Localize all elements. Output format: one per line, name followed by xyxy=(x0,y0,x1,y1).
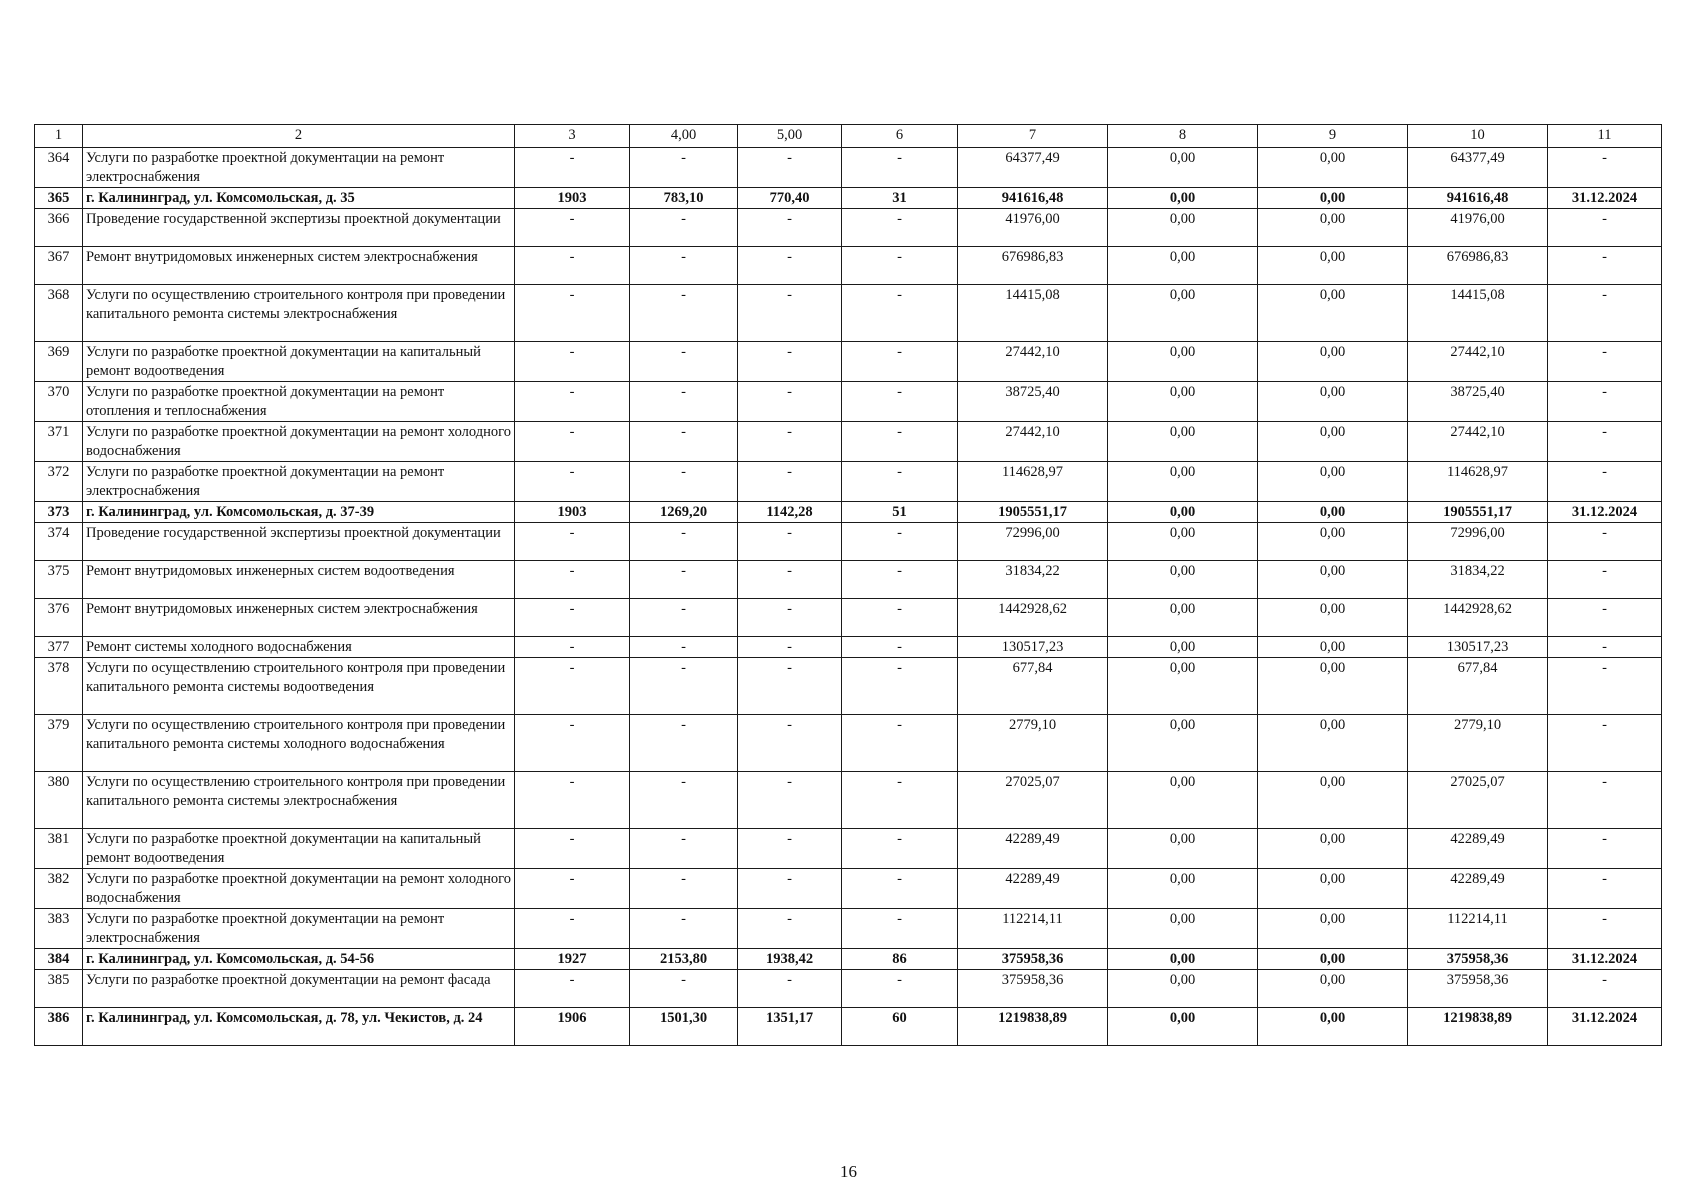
deadline-cell: - xyxy=(1548,342,1662,382)
work-name-cell: Услуги по разработке проектной документации на ремонт электроснабжения xyxy=(83,148,515,188)
work-name-cell: Ремонт системы холодного водоснабжения xyxy=(83,637,515,658)
build-year-cell: - xyxy=(515,462,630,502)
row-number-cell: 376 xyxy=(35,599,83,637)
residents-cell: - xyxy=(842,285,958,342)
total-area-cell: - xyxy=(630,869,738,909)
living-area-cell: - xyxy=(738,829,842,869)
row-number-cell: 386 xyxy=(35,1008,83,1046)
total-area-cell: - xyxy=(630,422,738,462)
work-item-row xyxy=(35,869,1662,909)
build-year-cell: - xyxy=(515,637,630,658)
total-cost-cell: 941616,48 xyxy=(958,188,1108,209)
living-area-cell: 1142,28 xyxy=(738,502,842,523)
living-area-cell: - xyxy=(738,869,842,909)
deadline-cell: - xyxy=(1548,715,1662,772)
living-area-cell: - xyxy=(738,422,842,462)
cost-other-cell: 0,00 xyxy=(1258,829,1408,869)
row-number-cell: 368 xyxy=(35,285,83,342)
total-area-cell: - xyxy=(630,462,738,502)
total-cost-cell: 27442,10 xyxy=(958,342,1108,382)
build-year-cell: 1903 xyxy=(515,502,630,523)
work-item-row xyxy=(35,148,1662,188)
cost-owners-cell: 27442,10 xyxy=(1408,342,1548,382)
cost-owners-cell: 38725,40 xyxy=(1408,382,1548,422)
cost-fund-cell: 0,00 xyxy=(1108,148,1258,188)
row-number-cell: 385 xyxy=(35,970,83,1008)
total-cost-cell: 64377,49 xyxy=(958,148,1108,188)
build-year-cell: - xyxy=(515,829,630,869)
work-name-cell: Ремонт внутридомовых инженерных систем электроснабжения xyxy=(83,247,515,285)
total-cost-cell: 1442928,62 xyxy=(958,599,1108,637)
living-area-cell: - xyxy=(738,148,842,188)
total-area-cell: - xyxy=(630,715,738,772)
deadline-cell: - xyxy=(1548,561,1662,599)
total-cost-cell: 42289,49 xyxy=(958,869,1108,909)
cost-fund-cell: 0,00 xyxy=(1108,382,1258,422)
living-area-cell: - xyxy=(738,970,842,1008)
build-year-cell: - xyxy=(515,148,630,188)
cost-fund-cell: 0,00 xyxy=(1108,715,1258,772)
residents-cell: - xyxy=(842,382,958,422)
living-area-cell: - xyxy=(738,909,842,949)
column-number: 7 xyxy=(958,125,1108,148)
address-row xyxy=(35,1008,1662,1046)
work-item-row xyxy=(35,285,1662,342)
total-cost-cell: 42289,49 xyxy=(958,829,1108,869)
row-number-cell: 383 xyxy=(35,909,83,949)
cost-fund-cell: 0,00 xyxy=(1108,285,1258,342)
living-area-cell: 1938,42 xyxy=(738,949,842,970)
cost-other-cell: 0,00 xyxy=(1258,561,1408,599)
column-number: 1 xyxy=(35,125,83,148)
residents-cell: - xyxy=(842,909,958,949)
cost-other-cell: 0,00 xyxy=(1258,970,1408,1008)
total-cost-cell: 375958,36 xyxy=(958,949,1108,970)
total-cost-cell: 41976,00 xyxy=(958,209,1108,247)
total-cost-cell: 1219838,89 xyxy=(958,1008,1108,1046)
cost-other-cell: 0,00 xyxy=(1258,462,1408,502)
living-area-cell: - xyxy=(738,658,842,715)
deadline-cell: - xyxy=(1548,462,1662,502)
work-name-cell: Услуги по осуществлению строительного контроля при проведении капитального ремонта системы водоотведения xyxy=(83,658,515,715)
total-cost-cell: 14415,08 xyxy=(958,285,1108,342)
cost-fund-cell: 0,00 xyxy=(1108,869,1258,909)
build-year-cell: - xyxy=(515,715,630,772)
build-year-cell: - xyxy=(515,247,630,285)
work-name-cell: Услуги по осуществлению строительного контроля при проведении капитального ремонта системы электроснабжения xyxy=(83,772,515,829)
column-number: 6 xyxy=(842,125,958,148)
work-name-cell: Услуги по разработке проектной документации на ремонт отопления и теплоснабжения xyxy=(83,382,515,422)
work-name-cell: г. Калининград, ул. Комсомольская, д. 37-39 xyxy=(83,502,515,523)
residents-cell: - xyxy=(842,462,958,502)
work-item-row xyxy=(35,637,1662,658)
residents-cell: - xyxy=(842,599,958,637)
work-item-row xyxy=(35,772,1662,829)
cost-fund-cell: 0,00 xyxy=(1108,1008,1258,1046)
cost-owners-cell: 41976,00 xyxy=(1408,209,1548,247)
total-area-cell: - xyxy=(630,523,738,561)
total-cost-cell: 677,84 xyxy=(958,658,1108,715)
living-area-cell: - xyxy=(738,715,842,772)
build-year-cell: - xyxy=(515,285,630,342)
column-number: 3 xyxy=(515,125,630,148)
cost-fund-cell: 0,00 xyxy=(1108,829,1258,869)
cost-owners-cell: 112214,11 xyxy=(1408,909,1548,949)
residents-cell: - xyxy=(842,772,958,829)
work-item-row xyxy=(35,658,1662,715)
deadline-cell: - xyxy=(1548,599,1662,637)
work-name-cell: Услуги по разработке проектной документации на ремонт электроснабжения xyxy=(83,462,515,502)
work-name-cell: Ремонт внутридомовых инженерных систем водоотведения xyxy=(83,561,515,599)
cost-owners-cell: 114628,97 xyxy=(1408,462,1548,502)
residents-cell: - xyxy=(842,869,958,909)
total-area-cell: - xyxy=(630,829,738,869)
build-year-cell: - xyxy=(515,209,630,247)
row-number-cell: 377 xyxy=(35,637,83,658)
work-item-row xyxy=(35,829,1662,869)
row-number-cell: 373 xyxy=(35,502,83,523)
row-number-cell: 381 xyxy=(35,829,83,869)
work-item-row xyxy=(35,561,1662,599)
work-name-cell: Услуги по осуществлению строительного контроля при проведении капитального ремонта системы холодного водоснабжения xyxy=(83,715,515,772)
column-number: 4,00 xyxy=(630,125,738,148)
residents-cell: 51 xyxy=(842,502,958,523)
column-number-row xyxy=(35,125,1662,148)
work-name-cell: Услуги по разработке проектной документации на ремонт холодного водоснабжения xyxy=(83,422,515,462)
row-number-cell: 374 xyxy=(35,523,83,561)
row-number-cell: 369 xyxy=(35,342,83,382)
work-name-cell: г. Калининград, ул. Комсомольская, д. 78, ул. Чекистов, д. 24 xyxy=(83,1008,515,1046)
total-area-cell: 2153,80 xyxy=(630,949,738,970)
deadline-cell: - xyxy=(1548,869,1662,909)
cost-fund-cell: 0,00 xyxy=(1108,949,1258,970)
total-cost-cell: 114628,97 xyxy=(958,462,1108,502)
deadline-cell: - xyxy=(1548,658,1662,715)
work-item-row xyxy=(35,422,1662,462)
deadline-cell: - xyxy=(1548,148,1662,188)
total-area-cell: - xyxy=(630,561,738,599)
total-area-cell: - xyxy=(630,342,738,382)
cost-fund-cell: 0,00 xyxy=(1108,970,1258,1008)
residents-cell: 60 xyxy=(842,1008,958,1046)
total-cost-cell: 112214,11 xyxy=(958,909,1108,949)
deadline-cell: - xyxy=(1548,247,1662,285)
total-area-cell: - xyxy=(630,247,738,285)
cost-other-cell: 0,00 xyxy=(1258,658,1408,715)
cost-owners-cell: 14415,08 xyxy=(1408,285,1548,342)
cost-fund-cell: 0,00 xyxy=(1108,658,1258,715)
residents-cell: 31 xyxy=(842,188,958,209)
address-row xyxy=(35,949,1662,970)
cost-other-cell: 0,00 xyxy=(1258,148,1408,188)
deadline-cell: 31.12.2024 xyxy=(1548,188,1662,209)
deadline-cell: - xyxy=(1548,382,1662,422)
residents-cell: - xyxy=(842,561,958,599)
residents-cell: - xyxy=(842,523,958,561)
cost-fund-cell: 0,00 xyxy=(1108,247,1258,285)
work-name-cell: Услуги по разработке проектной документации на ремонт электроснабжения xyxy=(83,909,515,949)
work-item-row xyxy=(35,382,1662,422)
cost-other-cell: 0,00 xyxy=(1258,422,1408,462)
deadline-cell: - xyxy=(1548,772,1662,829)
cost-fund-cell: 0,00 xyxy=(1108,561,1258,599)
cost-other-cell: 0,00 xyxy=(1258,285,1408,342)
total-cost-cell: 2779,10 xyxy=(958,715,1108,772)
residents-cell: - xyxy=(842,148,958,188)
work-name-cell: г. Калининград, ул. Комсомольская, д. 54-56 xyxy=(83,949,515,970)
cost-other-cell: 0,00 xyxy=(1258,502,1408,523)
column-number: 5,00 xyxy=(738,125,842,148)
total-cost-cell: 27025,07 xyxy=(958,772,1108,829)
cost-owners-cell: 375958,36 xyxy=(1408,970,1548,1008)
living-area-cell: 1351,17 xyxy=(738,1008,842,1046)
cost-owners-cell: 42289,49 xyxy=(1408,829,1548,869)
work-name-cell: Проведение государственной экспертизы проектной документации xyxy=(83,209,515,247)
deadline-cell: 31.12.2024 xyxy=(1548,502,1662,523)
row-number-cell: 371 xyxy=(35,422,83,462)
cost-owners-cell: 1905551,17 xyxy=(1408,502,1548,523)
work-name-cell: Услуги по разработке проектной документации на ремонт холодного водоснабжения xyxy=(83,869,515,909)
residents-cell: - xyxy=(842,829,958,869)
build-year-cell: - xyxy=(515,869,630,909)
row-number-cell: 379 xyxy=(35,715,83,772)
cost-owners-cell: 130517,23 xyxy=(1408,637,1548,658)
row-number-cell: 366 xyxy=(35,209,83,247)
total-area-cell: - xyxy=(630,285,738,342)
row-number-cell: 375 xyxy=(35,561,83,599)
cost-other-cell: 0,00 xyxy=(1258,382,1408,422)
cost-owners-cell: 676986,83 xyxy=(1408,247,1548,285)
cost-fund-cell: 0,00 xyxy=(1108,523,1258,561)
cost-owners-cell: 375958,36 xyxy=(1408,949,1548,970)
build-year-cell: - xyxy=(515,342,630,382)
total-cost-cell: 375958,36 xyxy=(958,970,1108,1008)
total-area-cell: - xyxy=(630,148,738,188)
cost-owners-cell: 1442928,62 xyxy=(1408,599,1548,637)
cost-other-cell: 0,00 xyxy=(1258,342,1408,382)
row-number-cell: 380 xyxy=(35,772,83,829)
cost-fund-cell: 0,00 xyxy=(1108,342,1258,382)
column-number: 8 xyxy=(1108,125,1258,148)
living-area-cell: - xyxy=(738,561,842,599)
cost-fund-cell: 0,00 xyxy=(1108,188,1258,209)
works-table xyxy=(34,124,1662,1046)
deadline-cell: - xyxy=(1548,422,1662,462)
residents-cell: 86 xyxy=(842,949,958,970)
deadline-cell: - xyxy=(1548,637,1662,658)
work-name-cell: Ремонт внутридомовых инженерных систем электроснабжения xyxy=(83,599,515,637)
work-item-row xyxy=(35,599,1662,637)
cost-other-cell: 0,00 xyxy=(1258,869,1408,909)
row-number-cell: 367 xyxy=(35,247,83,285)
build-year-cell: - xyxy=(515,382,630,422)
total-area-cell: 1269,20 xyxy=(630,502,738,523)
cost-owners-cell: 677,84 xyxy=(1408,658,1548,715)
residents-cell: - xyxy=(842,715,958,772)
total-area-cell: - xyxy=(630,637,738,658)
build-year-cell: - xyxy=(515,422,630,462)
address-row xyxy=(35,502,1662,523)
total-cost-cell: 38725,40 xyxy=(958,382,1108,422)
living-area-cell: - xyxy=(738,209,842,247)
total-area-cell: - xyxy=(630,909,738,949)
cost-fund-cell: 0,00 xyxy=(1108,599,1258,637)
row-number-cell: 384 xyxy=(35,949,83,970)
cost-other-cell: 0,00 xyxy=(1258,209,1408,247)
column-number: 2 xyxy=(83,125,515,148)
total-cost-cell: 31834,22 xyxy=(958,561,1108,599)
total-cost-cell: 130517,23 xyxy=(958,637,1108,658)
page-number: 16 xyxy=(840,1162,857,1181)
cost-owners-cell: 72996,00 xyxy=(1408,523,1548,561)
cost-fund-cell: 0,00 xyxy=(1108,502,1258,523)
column-number: 10 xyxy=(1408,125,1548,148)
work-name-cell: Проведение государственной экспертизы проектной документации xyxy=(83,523,515,561)
work-name-cell: Услуги по разработке проектной документации на ремонт фасада xyxy=(83,970,515,1008)
living-area-cell: - xyxy=(738,247,842,285)
work-name-cell: г. Калининград, ул. Комсомольская, д. 35 xyxy=(83,188,515,209)
residents-cell: - xyxy=(842,658,958,715)
cost-other-cell: 0,00 xyxy=(1258,247,1408,285)
build-year-cell: 1927 xyxy=(515,949,630,970)
work-item-row xyxy=(35,462,1662,502)
build-year-cell: - xyxy=(515,561,630,599)
cost-other-cell: 0,00 xyxy=(1258,599,1408,637)
cost-other-cell: 0,00 xyxy=(1258,715,1408,772)
cost-other-cell: 0,00 xyxy=(1258,772,1408,829)
total-area-cell: - xyxy=(630,599,738,637)
cost-owners-cell: 941616,48 xyxy=(1408,188,1548,209)
living-area-cell: - xyxy=(738,462,842,502)
cost-fund-cell: 0,00 xyxy=(1108,422,1258,462)
total-cost-cell: 676986,83 xyxy=(958,247,1108,285)
row-number-cell: 365 xyxy=(35,188,83,209)
cost-other-cell: 0,00 xyxy=(1258,909,1408,949)
work-name-cell: Услуги по разработке проектной документации на капитальный ремонт водоотведения xyxy=(83,342,515,382)
deadline-cell: 31.12.2024 xyxy=(1548,949,1662,970)
row-number-cell: 378 xyxy=(35,658,83,715)
deadline-cell: 31.12.2024 xyxy=(1548,1008,1662,1046)
cost-owners-cell: 27025,07 xyxy=(1408,772,1548,829)
deadline-cell: - xyxy=(1548,909,1662,949)
cost-owners-cell: 2779,10 xyxy=(1408,715,1548,772)
cost-other-cell: 0,00 xyxy=(1258,1008,1408,1046)
cost-other-cell: 0,00 xyxy=(1258,523,1408,561)
row-number-cell: 364 xyxy=(35,148,83,188)
build-year-cell: - xyxy=(515,772,630,829)
deadline-cell: - xyxy=(1548,285,1662,342)
living-area-cell: - xyxy=(738,285,842,342)
work-item-row xyxy=(35,970,1662,1008)
row-number-cell: 372 xyxy=(35,462,83,502)
cost-other-cell: 0,00 xyxy=(1258,949,1408,970)
column-number: 9 xyxy=(1258,125,1408,148)
total-area-cell: - xyxy=(630,772,738,829)
total-cost-cell: 27442,10 xyxy=(958,422,1108,462)
living-area-cell: 770,40 xyxy=(738,188,842,209)
living-area-cell: - xyxy=(738,523,842,561)
cost-fund-cell: 0,00 xyxy=(1108,772,1258,829)
cost-other-cell: 0,00 xyxy=(1258,637,1408,658)
cost-fund-cell: 0,00 xyxy=(1108,909,1258,949)
deadline-cell: - xyxy=(1548,523,1662,561)
build-year-cell: - xyxy=(515,970,630,1008)
residents-cell: - xyxy=(842,422,958,462)
row-number-cell: 382 xyxy=(35,869,83,909)
deadline-cell: - xyxy=(1548,829,1662,869)
living-area-cell: - xyxy=(738,772,842,829)
cost-owners-cell: 1219838,89 xyxy=(1408,1008,1548,1046)
cost-fund-cell: 0,00 xyxy=(1108,462,1258,502)
cost-owners-cell: 64377,49 xyxy=(1408,148,1548,188)
living-area-cell: - xyxy=(738,637,842,658)
deadline-cell: - xyxy=(1548,209,1662,247)
build-year-cell: 1903 xyxy=(515,188,630,209)
row-number-cell: 370 xyxy=(35,382,83,422)
work-name-cell: Услуги по разработке проектной документации на капитальный ремонт водоотведения xyxy=(83,829,515,869)
cost-fund-cell: 0,00 xyxy=(1108,637,1258,658)
cost-owners-cell: 27442,10 xyxy=(1408,422,1548,462)
total-cost-cell: 72996,00 xyxy=(958,523,1108,561)
build-year-cell: - xyxy=(515,523,630,561)
residents-cell: - xyxy=(842,637,958,658)
deadline-cell: - xyxy=(1548,970,1662,1008)
total-cost-cell: 1905551,17 xyxy=(958,502,1108,523)
residents-cell: - xyxy=(842,209,958,247)
cost-owners-cell: 31834,22 xyxy=(1408,561,1548,599)
works-table-container xyxy=(34,124,1661,1046)
work-item-row xyxy=(35,247,1662,285)
work-item-row xyxy=(35,715,1662,772)
total-area-cell: - xyxy=(630,209,738,247)
cost-fund-cell: 0,00 xyxy=(1108,209,1258,247)
build-year-cell: 1906 xyxy=(515,1008,630,1046)
column-number: 11 xyxy=(1548,125,1662,148)
living-area-cell: - xyxy=(738,382,842,422)
build-year-cell: - xyxy=(515,658,630,715)
work-item-row xyxy=(35,209,1662,247)
work-item-row xyxy=(35,523,1662,561)
living-area-cell: - xyxy=(738,599,842,637)
address-row xyxy=(35,188,1662,209)
residents-cell: - xyxy=(842,970,958,1008)
cost-owners-cell: 42289,49 xyxy=(1408,869,1548,909)
residents-cell: - xyxy=(842,247,958,285)
build-year-cell: - xyxy=(515,599,630,637)
work-item-row xyxy=(35,342,1662,382)
build-year-cell: - xyxy=(515,909,630,949)
total-area-cell: 783,10 xyxy=(630,188,738,209)
total-area-cell: - xyxy=(630,658,738,715)
total-area-cell: 1501,30 xyxy=(630,1008,738,1046)
cost-other-cell: 0,00 xyxy=(1258,188,1408,209)
residents-cell: - xyxy=(842,342,958,382)
total-area-cell: - xyxy=(630,970,738,1008)
total-area-cell: - xyxy=(630,382,738,422)
work-name-cell: Услуги по осуществлению строительного контроля при проведении капитального ремонта системы электроснабжения xyxy=(83,285,515,342)
living-area-cell: - xyxy=(738,342,842,382)
work-item-row xyxy=(35,909,1662,949)
